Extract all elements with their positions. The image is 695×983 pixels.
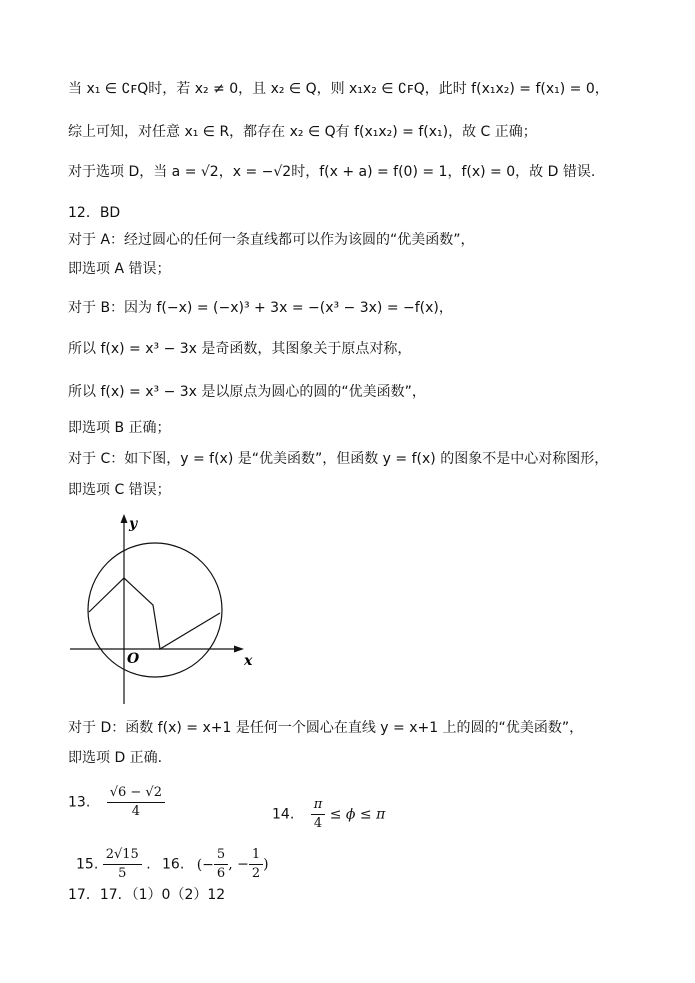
answer-16-close: ) [263, 856, 269, 873]
function-graph-figure [68, 512, 268, 707]
question-12-answer: 12．BD [68, 205, 121, 221]
text-line-2: 综上可知，对任意 x₁ ∈ R，都存在 x₂ ∈ Q有 f(x₁x₂) = f(x₁)，故 C 正确； [68, 124, 537, 140]
answer-14-numerator: π [311, 796, 326, 815]
answer-15-denominator: 5 [118, 866, 127, 881]
y-axis-label: y [129, 516, 138, 532]
answer-14-denominator: 4 [313, 816, 323, 831]
answer-16-fraction-2 [249, 846, 263, 883]
answer-14-fraction [311, 796, 326, 833]
y-axis-arrow [121, 514, 128, 523]
text-line-6: 即选项 A 错误； [68, 261, 171, 277]
text-line-12: 即选项 C 错误； [68, 482, 171, 498]
answer-15 [76, 846, 151, 883]
text-line-1: 当 x₁ ∈ ∁ꜰQ时，若 x₂ ≠ 0，且 x₂ ∈ Q，则 x₁x₂ ∈ ∁ꜰQ，此时 f(x₁x₂) = f(x₁) = 0， [68, 81, 609, 97]
text-line-7: 对于 B：因为 f(−x) = (−x)³ + 3x = −(x³ − 3x) = −f(x)， [68, 300, 453, 316]
answer-14-inequality: ≤ ϕ ≤ π [329, 806, 386, 823]
origin-label: O [127, 651, 140, 667]
x-axis-arrow [234, 646, 244, 653]
answer-16-denominator-2: 2 [251, 866, 261, 881]
answer-13-fraction [107, 784, 165, 821]
text-line-3: 对于选项 D，当 a = √2，x = −√2时，f(x + a) = f(0) = 1，f(x) = 0，故 D 错误. [68, 164, 596, 180]
text-line-11: 对于 C：如下图，y = f(x) 是“优美函数”，但函数 y = f(x) 的图象不是中心对称图形， [68, 451, 609, 467]
text-line-8: 所以 f(x) = x³ − 3x 是奇函数，其图象关于原点对称， [68, 341, 412, 357]
answer-13-denominator: 4 [131, 804, 140, 819]
answer-16-denominator-1: 6 [216, 866, 226, 881]
answer-13-label: 13. [68, 794, 91, 811]
text-line-13: 对于 D：函数 f(x) = x+1 是任何一个圆心在直线 y = x+1 上的圆的“优美函数”， [68, 720, 584, 736]
answer-16-numerator-2: 1 [249, 846, 263, 865]
answer-15-numerator: 2√15 [103, 846, 142, 865]
x-axis-label: x [244, 653, 253, 669]
answer-16-label: 16. [162, 856, 185, 873]
text-line-14: 即选项 D 正确. [68, 750, 163, 766]
text-line-5: 对于 A：经过圆心的任何一条直线都可以作为该圆的“优美函数”， [68, 232, 475, 248]
text-line-10: 即选项 B 正确； [68, 420, 171, 436]
function-curve [89, 578, 220, 649]
circle [88, 543, 222, 677]
answer-16 [162, 846, 269, 883]
answer-13 [68, 784, 165, 821]
answer-15-fraction [103, 846, 142, 883]
question-17-answer: 17．17．（1）0（2）12 [68, 887, 226, 903]
answer-15-period: . [146, 856, 151, 873]
answer-14-label: 14. [272, 806, 295, 823]
text-line-9: 所以 f(x) = x³ − 3x 是以原点为圆心的圆的“优美函数”， [68, 384, 426, 400]
answer-14 [272, 796, 385, 833]
answer-16-fraction-1 [214, 846, 228, 883]
answer-16-open: (− [196, 856, 214, 873]
answer-16-numerator-1: 5 [214, 846, 228, 865]
answer-15-label: 15. [76, 856, 99, 873]
answer-16-separator: , − [228, 856, 249, 873]
answer-13-numerator: √6 − √2 [107, 784, 165, 803]
